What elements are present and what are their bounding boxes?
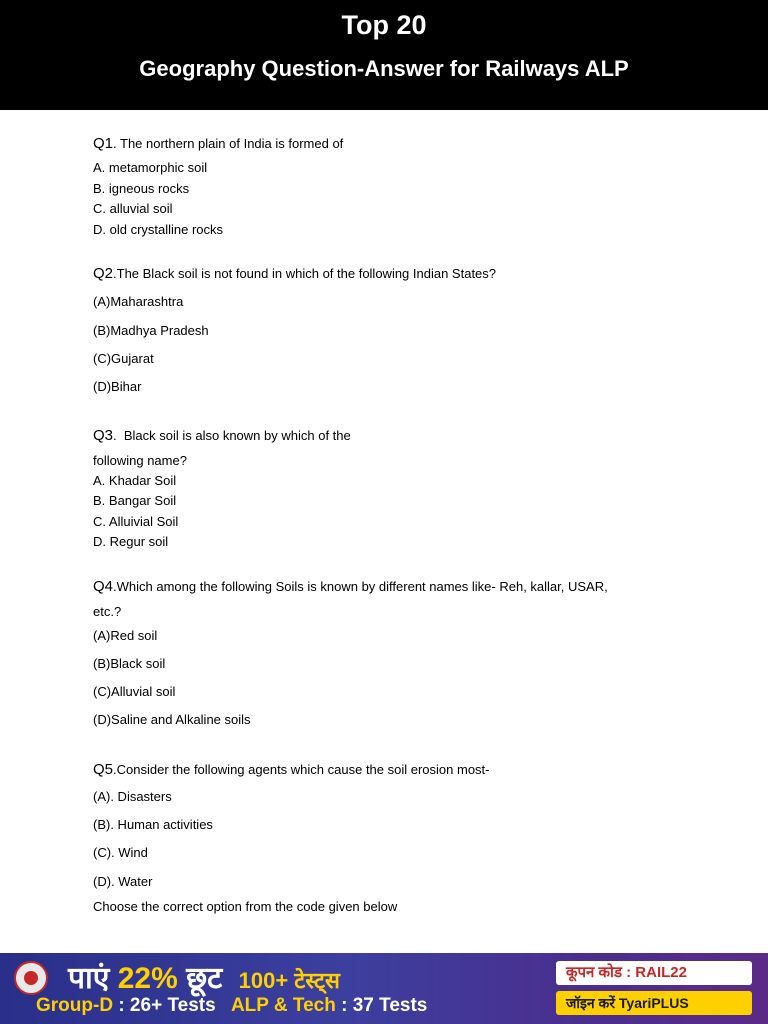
q5-option-a: (A). Disasters bbox=[93, 789, 172, 804]
q4-option-b: (B)Black soil bbox=[93, 656, 166, 671]
q1-option-d: D. old crystalline rocks bbox=[93, 222, 224, 237]
q5-option-d: (D). Water bbox=[93, 874, 153, 889]
question-1: Q1. The northern plain of India is formed of bbox=[93, 135, 344, 152]
q1-option-a: A. metamorphic soil bbox=[93, 160, 208, 175]
q4-option-d: (D)Saline and Alkaline soils bbox=[93, 712, 251, 727]
question-3-cont: following name? bbox=[93, 453, 187, 468]
page-title: Top 20 bbox=[341, 10, 427, 40]
q3-option-a: A. Khadar Soil bbox=[93, 473, 177, 488]
page-subtitle: Geography Question-Answer for Railways ALP bbox=[139, 56, 629, 81]
question-4: Q4.Which among the following Soils is known by different names like- Reh, kallar, USAR, bbox=[93, 578, 608, 595]
coupon-code-badge: कूपन कोड : RAIL22 bbox=[556, 961, 752, 985]
q5-option-c: (C). Wind bbox=[93, 845, 148, 860]
q1-option-b: B. igneous rocks bbox=[93, 181, 190, 196]
q5-instruction: Choose the correct option from the code given below bbox=[93, 899, 398, 914]
question-4-cont: etc.? bbox=[93, 604, 122, 619]
q3-option-c: C. Alluivial Soil bbox=[93, 514, 179, 529]
promo-banner[interactable] bbox=[0, 953, 768, 1024]
q1-option-c: C. alluvial soil bbox=[93, 201, 173, 216]
q4-option-a: (A)Red soil bbox=[93, 628, 158, 643]
question-2: Q2.The Black soil is not found in which of the following Indian States? bbox=[93, 265, 497, 282]
banner-headline: पाएं 22% छूट 100+ टेस्ट्स bbox=[68, 962, 340, 995]
q3-option-d: D. Regur soil bbox=[93, 534, 169, 549]
q2-option-a: (A)Maharashtra bbox=[93, 294, 184, 309]
question-3: Q3. Black soil is also known by which of the bbox=[93, 427, 351, 444]
q2-option-b: (B)Madhya Pradesh bbox=[93, 323, 209, 338]
railway-logo-icon bbox=[14, 961, 48, 995]
q2-option-c: (C)Gujarat bbox=[93, 351, 154, 366]
q3-option-b: B. Bangar Soil bbox=[93, 493, 177, 508]
banner-tests-line: Group-D : 26+ Tests ALP & Tech : 37 Tests bbox=[36, 995, 428, 1016]
question-5: Q5.Consider the following agents which cause the soil erosion most- bbox=[93, 761, 490, 778]
q2-option-d: (D)Bihar bbox=[93, 379, 142, 394]
q5-option-b: (B). Human activities bbox=[93, 817, 213, 832]
page-header bbox=[0, 0, 768, 110]
q4-option-c: (C)Alluvial soil bbox=[93, 684, 176, 699]
join-tyariplus-button[interactable]: जॉइन करें TyariPLUS bbox=[556, 991, 752, 1015]
